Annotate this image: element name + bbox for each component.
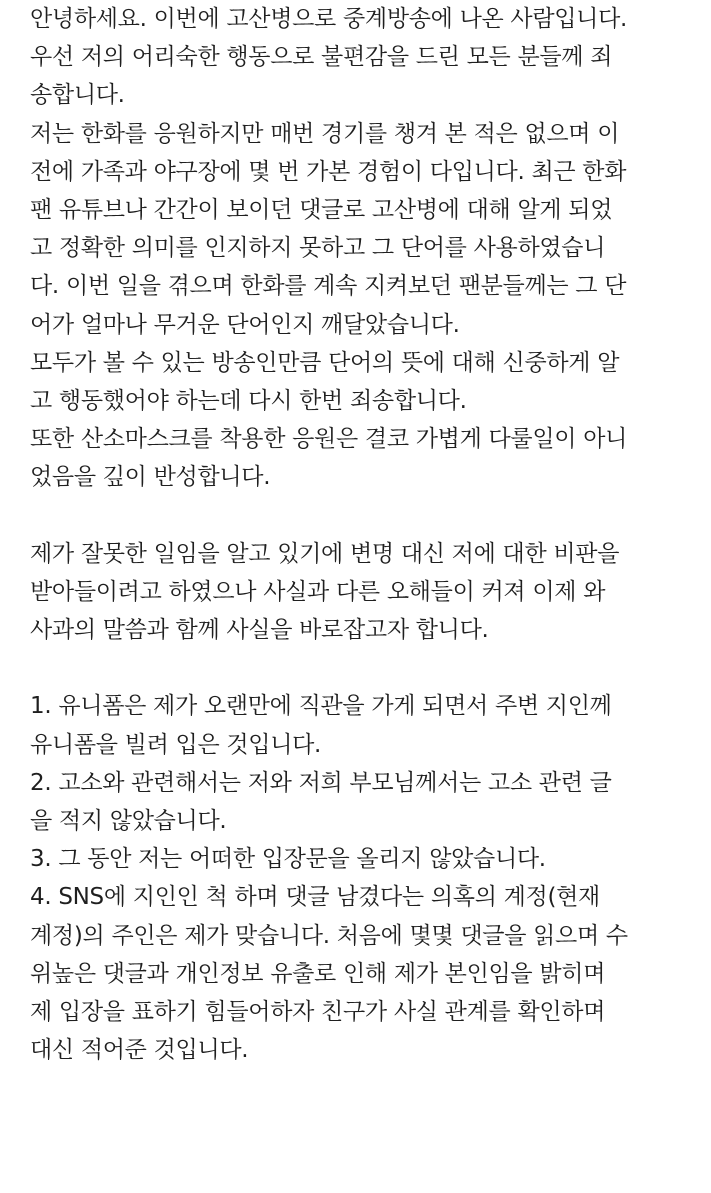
paragraph-spacer <box>30 496 711 534</box>
text-line: 어가 얼마나 무거운 단어인지 깨달았습니다. <box>30 311 460 338</box>
list-item-line: 2. 고소와 관련해서는 저와 저희 부모님께서는 고소 관련 글 <box>30 769 612 796</box>
list-item-line: 1. 유니폼은 제가 오랜만에 직관을 가게 되면서 주변 지인께 <box>30 693 612 720</box>
text-line: 또한 산소마스크를 착용한 응원은 결코 가볍게 다룰일이 아니 <box>30 426 628 453</box>
text-line: 었음을 깊이 반성합니다. <box>30 464 271 491</box>
text-line: 고 정확한 의미를 인지하지 못하고 그 단어를 사용하였습니 <box>30 235 606 262</box>
list-item-line: 유니폼을 빌려 입은 것입니다. <box>30 731 322 758</box>
list-item-line: 위높은 댓글과 개인정보 유출로 인해 제가 본인임을 밝히며 <box>30 960 606 987</box>
text-line: 다. 이번 일을 겪으며 한화를 계속 지켜보던 팬분들께는 그 단 <box>30 273 627 300</box>
text-line: 우선 저의 어리숙한 행동으로 불편감을 드린 모든 분들께 죄 <box>30 44 613 71</box>
list-item-line: 대신 적어준 것입니다. <box>30 1037 249 1064</box>
text-line: 받아들이려고 하였으나 사실과 다른 오해들이 커져 이제 와 <box>30 578 606 605</box>
text-line: 고 행동했어야 하는데 다시 한번 죄송합니다. <box>30 387 467 414</box>
text-line: 사과의 말씀과 함께 사실을 바로잡고자 합니다. <box>30 617 489 643</box>
text-line: 안녕하세요. 이번에 고산병으로 중계방송에 나온 사람입니다. <box>30 6 628 32</box>
text-line: 송합니다. <box>30 82 125 109</box>
list-item-line: 을 적지 않았습니다. <box>30 807 227 834</box>
text-line: 저는 한화를 응원하지만 매번 경기를 챙겨 본 적은 없으며 이 <box>30 120 620 147</box>
list-item-line: 4. SNS에 지인인 척 하며 댓글 남겼다는 의혹의 계정(현재 <box>30 884 600 911</box>
text-line: 모두가 볼 수 있는 방송인만큼 단어의 뜻에 대해 신중하게 알 <box>30 349 620 376</box>
list-item-line: 계정)의 주인은 제가 맞습니다. 처음에 몇몇 댓글을 읽으며 수 <box>30 922 628 949</box>
paragraph-spacer <box>30 649 711 687</box>
text-line: 제가 잘못한 일임을 알고 있기에 변명 대신 저에 대한 비판을 <box>30 540 620 567</box>
list-item-line: 제 입장을 표하기 힘들어하자 친구가 사실 관계를 확인하며 <box>30 998 606 1025</box>
text-line: 전에 가족과 야구장에 몇 번 가본 경험이 다입니다. 최근 한화 <box>30 158 627 185</box>
text-line: 팬 유튜브나 간간이 보이던 댓글로 고산병에 대해 알게 되었 <box>30 196 613 223</box>
list-item-line: 3. 그 동안 저는 어떠한 입장문을 올리지 않았습니다. <box>30 846 546 873</box>
